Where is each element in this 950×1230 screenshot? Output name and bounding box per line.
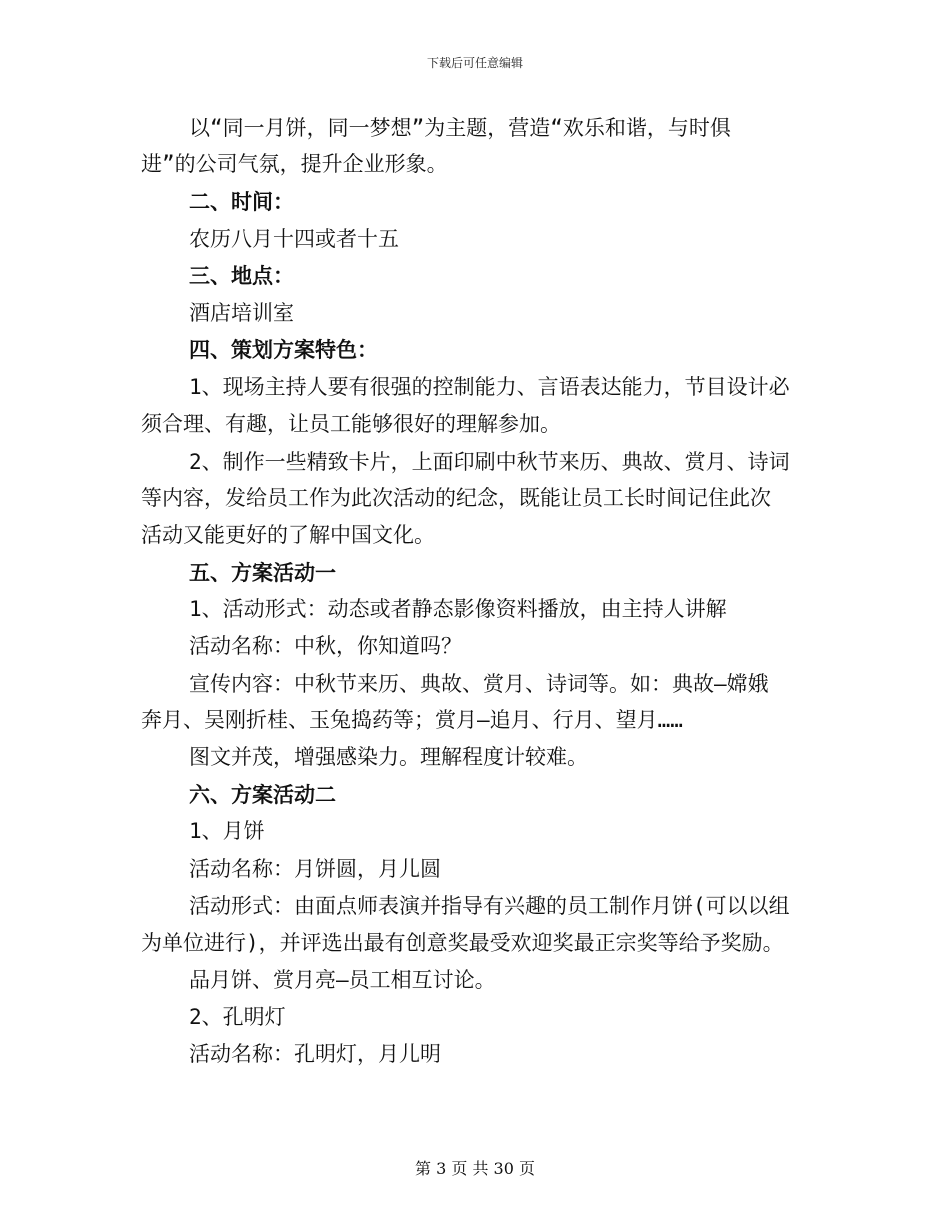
paragraph-line: 奔月、吴刚折桂、玉兔捣药等；赏月—追月、行月、望月…… — [141, 708, 683, 732]
section-heading-activity-one: 五、方案活动一 — [189, 561, 336, 585]
paragraph-line: 活动名称：孔明灯，月儿明 — [189, 1042, 441, 1066]
paragraph-line: 图文并茂，增强感染力。理解程度计较难。 — [189, 745, 588, 769]
paragraph-line: 须合理、有趣，让员工能够很好的理解参加。 — [141, 412, 561, 436]
paragraph-line: 1、现场主持人要有很强的控制能力、言语表达能力，节目设计必 — [189, 375, 790, 399]
section-heading-time: 二、时间： — [189, 190, 294, 214]
paragraph-line: 活动又能更好的了解中国文化。 — [141, 523, 435, 547]
paragraph-line: 1、月饼 — [189, 819, 265, 843]
section-heading-features: 四、策划方案特色： — [189, 338, 378, 362]
paragraph-line: 以“同一月饼，同一梦想”为主题，营造“欢乐和谐，与时俱 — [189, 116, 731, 140]
paragraph-line: 1、活动形式：动态或者静态影像资料播放，由主持人讲解 — [189, 597, 727, 621]
paragraph-line: 宣传内容：中秋节来历、典故、赏月、诗词等。如：典故—嫦娥 — [189, 672, 769, 696]
paragraph-line: 品月饼、赏月亮—员工相互讨论。 — [189, 968, 496, 992]
paragraph-line: 等内容，发给员工作为此次活动的纪念，既能让员工长时间记住此次 — [141, 486, 771, 510]
section-heading-activity-two: 六、方案活动二 — [189, 783, 336, 807]
paragraph-line: 2、孔明灯 — [189, 1005, 286, 1029]
paragraph-line: 为单位进行)，并评选出最有创意奖最受欢迎奖最正宗奖等给予奖励。 — [141, 931, 784, 955]
paragraph-line: 农历八月十四或者十五 — [189, 227, 399, 251]
section-heading-location: 三、地点： — [189, 264, 294, 288]
page-footer: 第 3 页 共 30 页 — [415, 1159, 535, 1178]
paragraph-line: 活动形式：由面点师表演并指导有兴趣的员工制作月饼(可以以组 — [189, 894, 790, 918]
paragraph-line: 2、制作一些精致卡片，上面印刷中秋节来历、典故、赏月、诗词 — [189, 450, 790, 474]
page-header: 下载后可任意编辑 — [426, 56, 523, 70]
paragraph-line: 进”的公司气氛，提升企业形象。 — [141, 152, 448, 176]
paragraph-line: 酒店培训室 — [189, 301, 294, 325]
paragraph-line: 活动名称：月饼圆，月儿圆 — [189, 857, 441, 881]
paragraph-line: 活动名称：中秋，你知道吗？ — [189, 634, 462, 658]
